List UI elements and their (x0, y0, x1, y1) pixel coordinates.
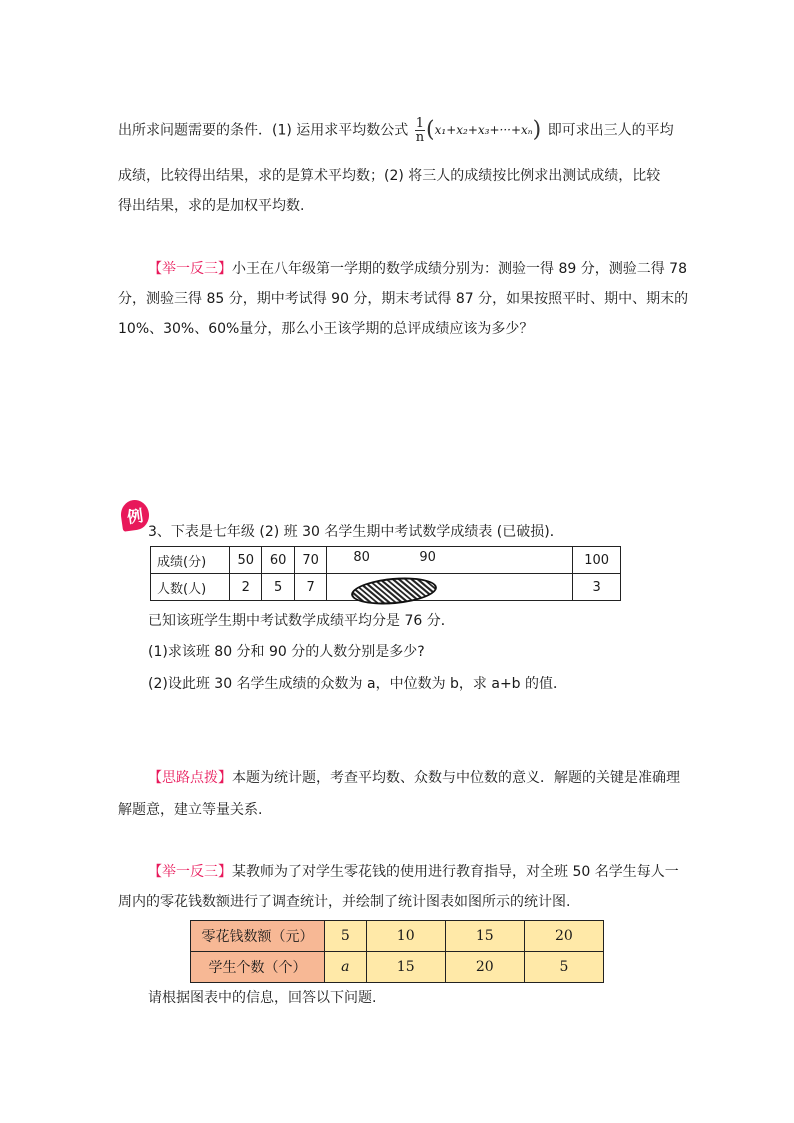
practice2-footer: 请根据图表中的信息，回答以下问题. (148, 990, 377, 1006)
practice1-line-2: 分，测验三得 85 分，期中考试得 90 分，期末考试得 87 分，如果按照平时、期中、期末的 (118, 291, 689, 307)
table-header-90: 90 (419, 550, 436, 565)
intro-line-1 (118, 117, 674, 144)
table-cell: 50 (230, 547, 262, 574)
damaged-cell (327, 574, 573, 601)
formula-body: x₁+x₂+x₃+···+xₙ (434, 123, 533, 137)
example-badge: 例 (119, 498, 151, 532)
hint-line-1 (148, 768, 680, 788)
table-row (191, 921, 604, 952)
table-cell: 3 (573, 574, 621, 601)
intro-line-3: 得出结果，求的是加权平均数. (118, 198, 305, 214)
table-cell: 2 (230, 574, 262, 601)
example-title: 3、下表是七年级 (2) 班 30 名学生期中考试数学成绩表 (已破损)． (148, 524, 564, 540)
practice1-line-3: 10%、30%、60%量分，那么小王该学期的总评成绩应该为多少？ (118, 321, 534, 337)
hint-line-2: 解题意，建立等量关系. (118, 802, 263, 818)
table-cell-80-90 (327, 547, 573, 574)
table-cell: 70 (294, 547, 326, 574)
mean-formula: $\frac{1}{n}$ (x₁+x₂+x₃+···+xₙ) (415, 116, 542, 145)
practice1-line-1 (148, 259, 687, 279)
table-row (151, 574, 621, 601)
hint-text-1: 本题为统计题，考查平均数、众数与中位数的意义．解题的关键是准确理 (232, 770, 680, 786)
formula-fraction (415, 117, 425, 144)
intro-text-a: 出所求问题需要的条件．(1) 运用求平均数公式 (118, 122, 409, 139)
table-cell: 人数(人) (151, 574, 230, 601)
example-question-2: (2)设此班 30 名学生成绩的众数为 a，中位数为 b，求 a+b 的值． (148, 676, 568, 692)
practice2-text-1: 某教师为了对学生零花钱的使用进行教育指导，对全班 50 名学生每人一 (232, 864, 679, 880)
hint-tag: 【思路点拨】 (148, 770, 232, 786)
table-cell: 15 (366, 952, 445, 983)
ink-blot-icon (350, 574, 438, 607)
table-cell: 零花钱数额（元） (191, 921, 325, 952)
formula-denominator: n (415, 130, 425, 145)
formula-numerator: 1 (415, 116, 425, 131)
intro-line-2: 成绩，比较得出结果，求的是算术平均数；(2) 将三人的成绩按比例求出测试成绩，比较 (118, 168, 661, 184)
example-question-1: (1)求该班 80 分和 90 分的人数分别是多少? (148, 644, 425, 660)
practice2-tag: 【举一反三】 (148, 864, 232, 880)
table-cell: 学生个数（个） (191, 952, 325, 983)
table-row (191, 952, 604, 983)
practice1-tag: 【举一反三】 (148, 261, 232, 277)
table-cell: 成绩(分) (151, 547, 230, 574)
pocket-money-table (190, 920, 604, 983)
intro-text-b: 即可求出三人的平均 (547, 122, 674, 139)
table-cell: 100 (573, 547, 621, 574)
table-cell: 60 (262, 547, 294, 574)
practice2-line-2: 周内的零花钱数额进行了调查统计，并绘制了统计图表如图所示的统计图. (118, 894, 571, 910)
table-cell: 5 (325, 921, 367, 952)
table-cell: 10 (366, 921, 445, 952)
practice1-text-1: 小王在八年级第一学期的数学成绩分别为：测验一得 89 分，测验二得 78 (232, 261, 687, 277)
table-header-80: 80 (353, 550, 370, 565)
table-cell: 5 (524, 952, 603, 983)
table-cell: 20 (524, 921, 603, 952)
table-cell: 20 (445, 952, 524, 983)
table-cell: 15 (445, 921, 524, 952)
example-given: 已知该班学生期中考试数学成绩平均分是 76 分． (148, 613, 455, 629)
table-row (151, 547, 621, 574)
table-cell: a (325, 952, 367, 983)
table-cell: 5 (262, 574, 294, 601)
score-table (150, 546, 621, 601)
table-cell: 7 (294, 574, 326, 601)
practice2-line-1 (148, 862, 679, 882)
